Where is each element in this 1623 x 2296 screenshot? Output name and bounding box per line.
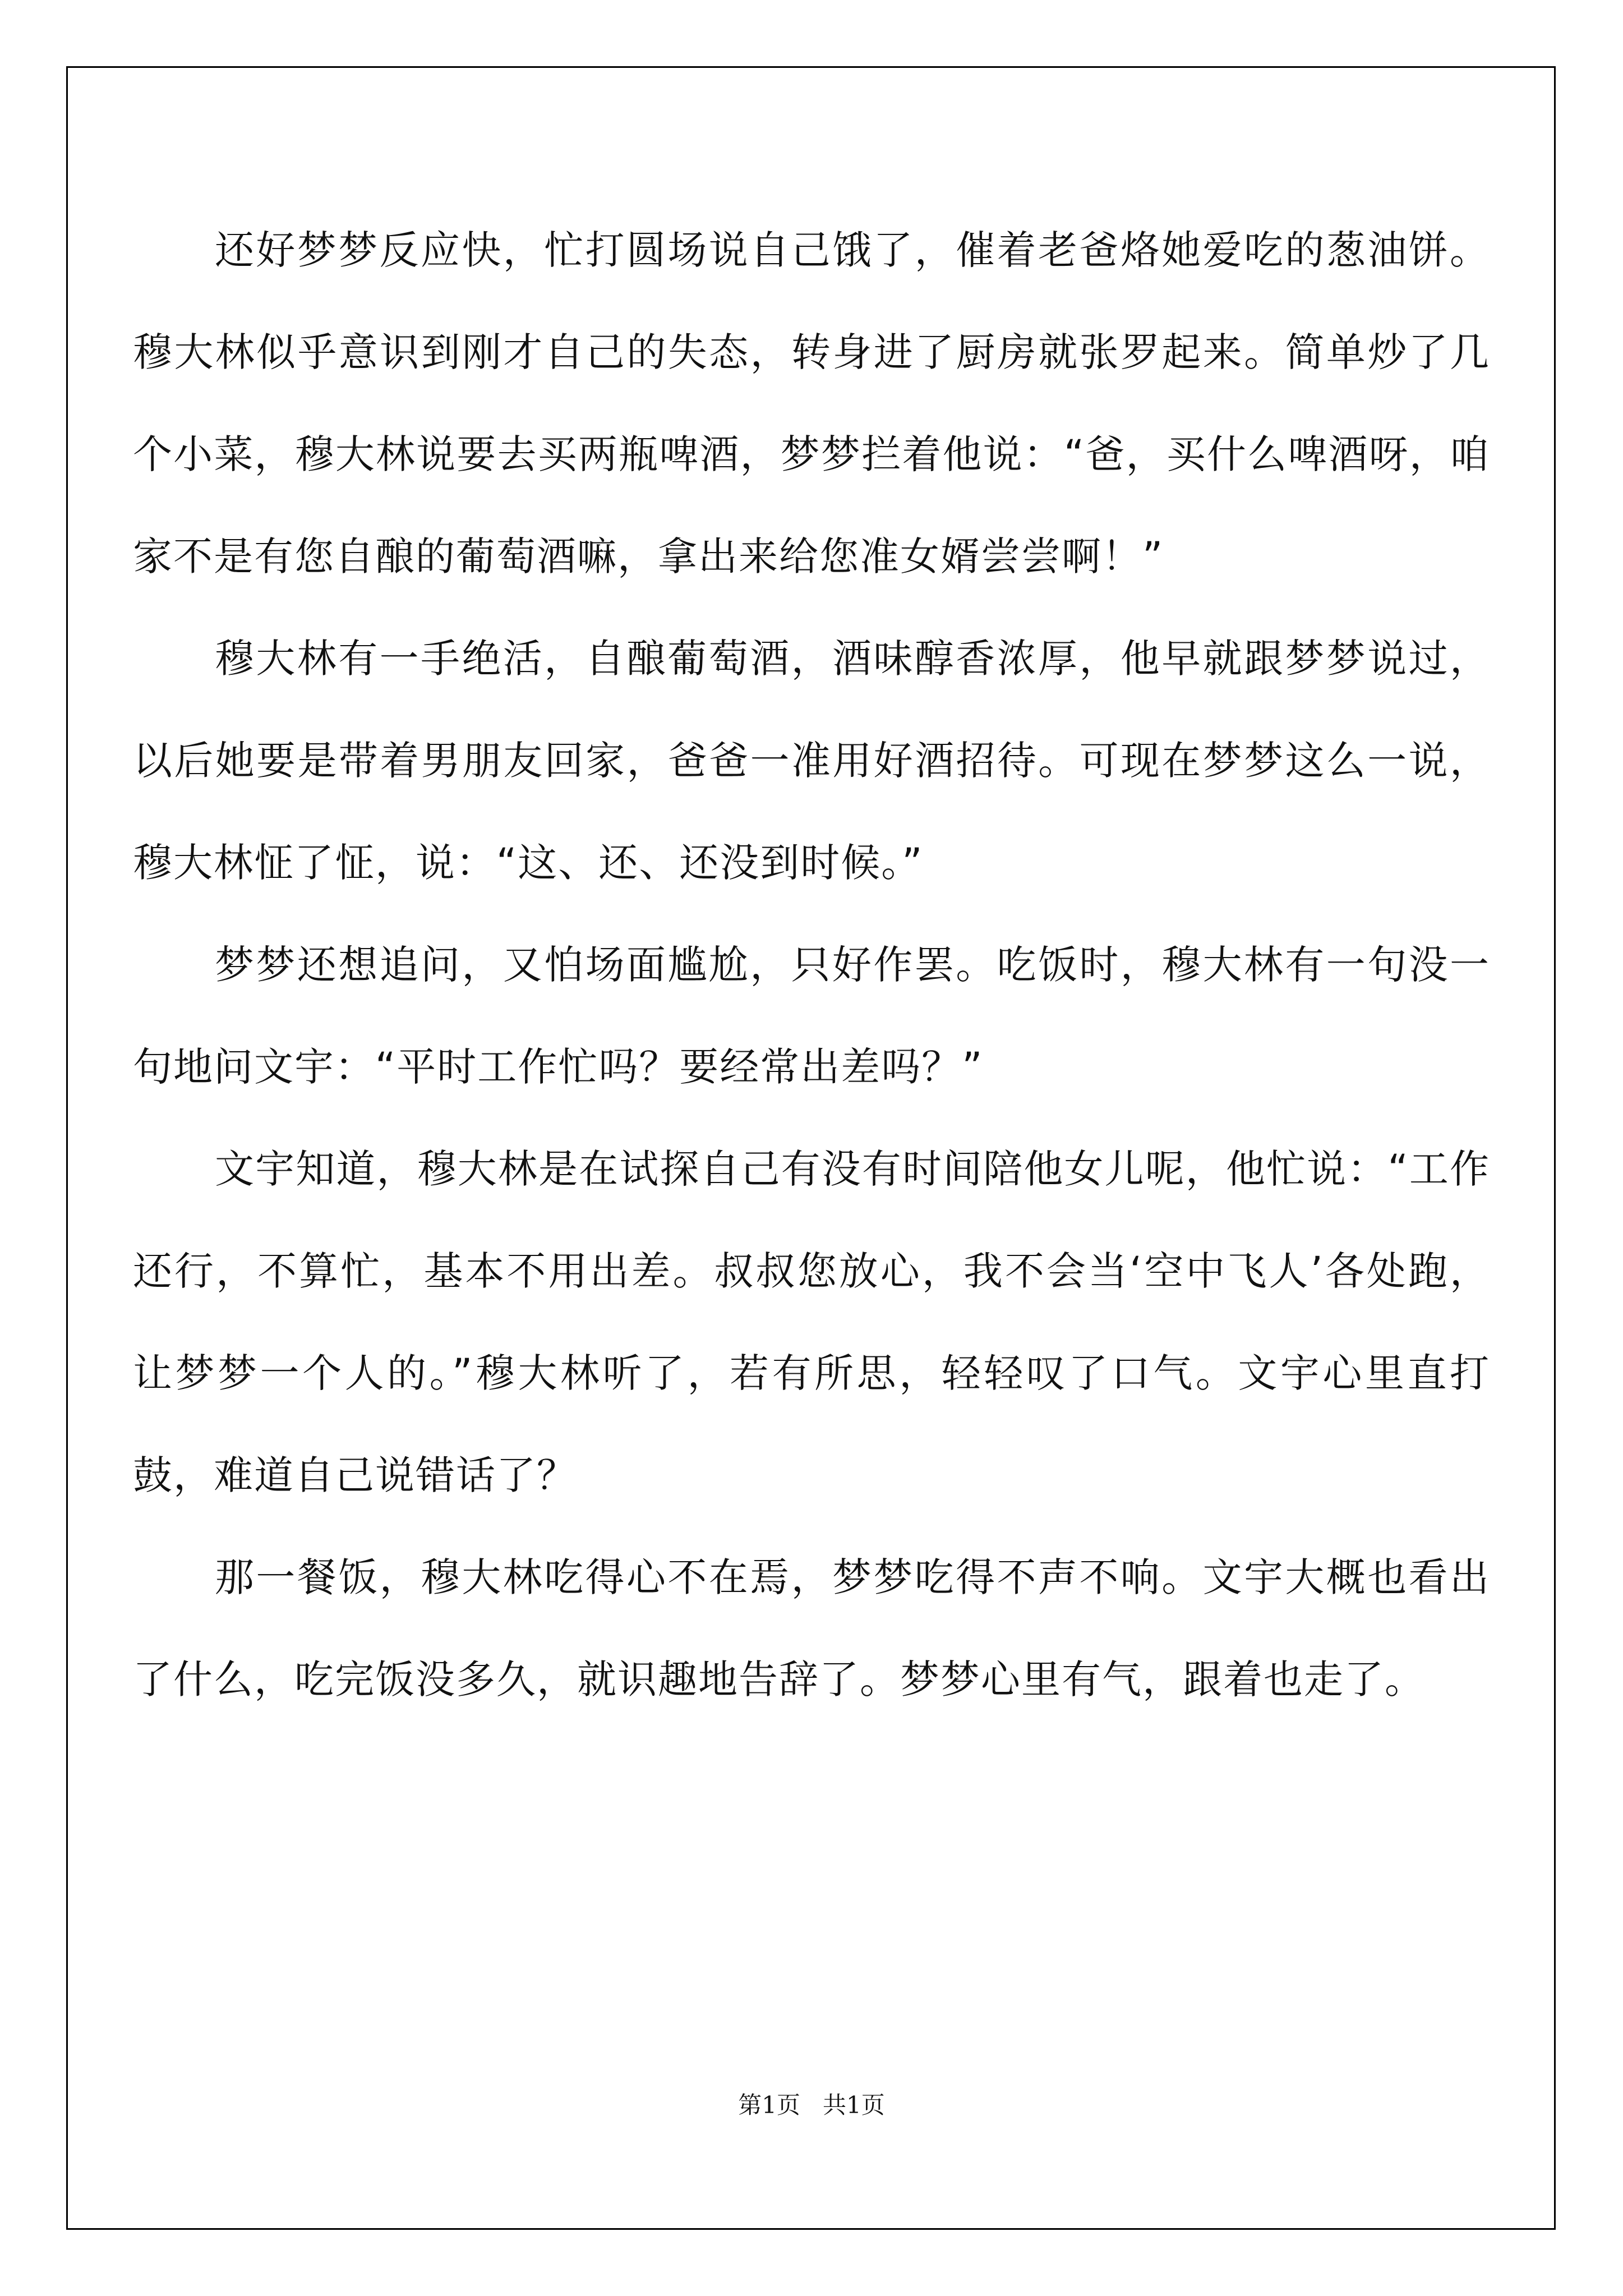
paragraph-4: 文宇知道，穆大林是在试探自己有没有时间陪他女儿呢，他忙说：“工作还行，不算忙，基本不用出差。叔叔您放心，我不会当‘空中飞人’各处跑，让梦梦一个人的。”穆大林听了，若有所思，轻轻叹了口气。文宇心里直打鼓，难道自己说错话了？ xyxy=(133,1146,1490,1498)
paragraph-2: 穆大林有一手绝活，自酿葡萄酒，酒味醇香浓厚，他早就跟梦梦说过，以后她要是带着男朋友回家，爸爸一准用好酒招待。可现在梦梦这么一说，穆大林怔了怔，说：“这、还、还没到时候。” xyxy=(133,636,1490,886)
paragraph-1: 还好梦梦反应快，忙打圆场说自己饿了，催着老爸烙她爱吃的葱油饼。穆大林似乎意识到刚才自己的失态，转身进了厨房就张罗起来。简单炒了几个小菜，穆大林说要去买两瓶啤酒，梦梦拦着他说：“爸，买什么啤酒呀，咱家不是有您自酿的葡萄酒嘛，拿出来给您准女婿尝尝啊！” xyxy=(133,227,1490,579)
document-body xyxy=(133,199,1490,1731)
page-number-footer: 第1页 共1页 xyxy=(738,2091,885,2119)
paragraph-3: 梦梦还想追问，又怕场面尴尬，只好作罢。吃饭时，穆大林有一句没一句地问文宇：“平时工作忙吗？要经常出差吗？” xyxy=(133,942,1490,1090)
paragraph-5: 那一餐饭，穆大林吃得心不在焉，梦梦吃得不声不响。文宇大概也看出了什么，吃完饭没多久，就识趣地告辞了。梦梦心里有气，跟着也走了。 xyxy=(133,1554,1490,1703)
